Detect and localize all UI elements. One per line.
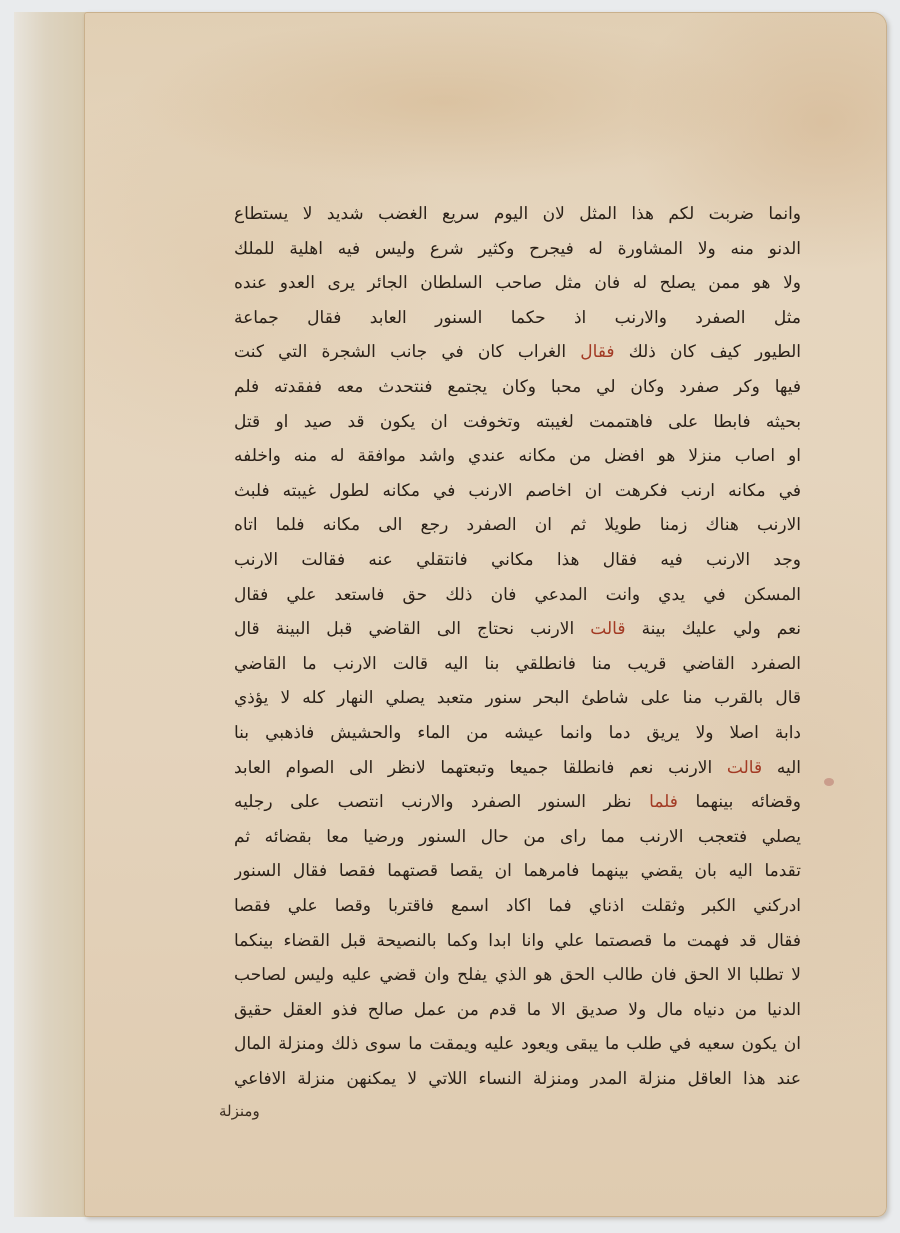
line-text: وانما ضربت لكم هذا المثل لان اليوم سريع الغضب شديد لا يستطاع [234, 204, 801, 224]
line-text: الغراب كان في جانب الشجرة التي كنت [234, 342, 581, 363]
text-line [234, 371, 801, 403]
ink-stain [824, 778, 834, 786]
text-line [234, 786, 801, 818]
text-line [234, 233, 801, 265]
line-text: وجد الارنب فيه فقال هذا مكاني فانتقلي عنه فقالت الارنب [234, 550, 801, 570]
line-text: مثل الصفرد والارنب اذ حكما السنور العابد فقال جماعة [234, 307, 801, 328]
line-text: الطيور كيف كان ذلك [614, 342, 801, 363]
line-text: قال بالقرب منا على شاطئ البحر سنور متعبد يصلي النهار كله لا يؤذي [234, 688, 801, 709]
text-line [234, 994, 801, 1026]
line-text: يصلي فتعجب الارنب مما راى من حال السنور ورضيا معا بقضائه ثم [234, 826, 801, 847]
line-text: الارنب نعم فانطلقا جميعا وتبعتهما لانظر الى الصوام العابد [234, 757, 727, 778]
text-line [234, 440, 801, 472]
text-line [234, 198, 801, 230]
line-text: تقدما اليه بان يقضي بينهما فامرهما ان يقصا قصتهما فقصا فقال السنور [234, 861, 801, 882]
text-line [234, 925, 801, 957]
line-text: الارنب هناك زمنا طويلا ثم ان الصفرد رجع الى مكانه فلما اتاه [234, 515, 801, 536]
text-line [234, 890, 801, 922]
line-text: في مكانه ارنب فكرهت ان اخاصم الارنب في مكانه لطول غيبته فلبث [234, 480, 801, 501]
line-text: الصفرد القاضي قريب منا فانطلقي بنا اليه قالت الارنب ما القاضي [234, 653, 801, 674]
line-text: فقال قد فهمت ما قصصتما علي وانا ابدا وكما بالنصيحة قبل القضاء بينكما [234, 930, 801, 951]
rubric-word: قالت [726, 757, 763, 778]
line-text: عند هذا العاقل منزلة المدر ومنزلة النساء اللاتي لا يمكنهن منزلة الافاعي [234, 1069, 801, 1089]
rubric-word: قالت [590, 619, 626, 640]
text-line [234, 1028, 801, 1060]
text-line [234, 579, 801, 611]
text-line [234, 302, 801, 334]
line-text: او اصاب منزلا هو افضل من مكانه عندي واشد موافقة له منه واخلفه [234, 446, 801, 467]
text-block [234, 198, 801, 1089]
line-text: الدنيا من دنياه مال ولا صديق الا ما قدم من عمل صالح فذو العقل حقيق [234, 999, 801, 1020]
line-text: الارنب نحتاج الى القاضي قبل البينة قال [234, 619, 591, 640]
text-line [234, 821, 801, 853]
text-line [234, 267, 801, 299]
binding-stub [14, 12, 95, 1217]
line-text: ولا هو ممن يصلح له فان مثل صاحب السلطان الجائر يرى العدو عنده [234, 273, 801, 294]
text-line [234, 682, 801, 714]
line-text: فيها وكر صفرد وكان لي محبا وكان يجتمع فنتحدث معه ففقدته فلم [234, 377, 801, 397]
text-line [234, 475, 801, 507]
text-line [234, 959, 801, 991]
text-line [234, 613, 801, 645]
catchword: ومنزلة [219, 1102, 260, 1120]
rubric-word: فقال [580, 342, 615, 363]
line-text: لا تطلبا الا الحق فان طالب الحق هو الذي يفلح وان قضي عليه وليس لصاحب [234, 965, 801, 986]
line-text: الدنو منه ولا المشاورة له فيجرح وكثير شرع وليس فيه اهلية للملك [234, 238, 801, 259]
rubric-word: فلما [649, 792, 678, 813]
line-text: اليه [762, 757, 801, 778]
text-line [234, 855, 801, 887]
line-text: نعم ولي عليك بينة [625, 619, 801, 640]
line-text: بحيثه فابطا على فاهتممت لغيبته وتخوفت ان يكون قد صيد او قتل [234, 411, 801, 432]
line-text: وقضائه بينهما [677, 792, 801, 813]
line-text: دابة اصلا ولا يريق دما وانما عيشه من الماء والحشيش فاذهبي بنا [234, 723, 801, 743]
text-line [234, 717, 801, 749]
line-text: نظر السنور الصفرد والارنب انتصب على رجليه [234, 792, 650, 813]
line-text: ادركني الكبر وثقلت اذناي فما اكاد اسمع فاقتربا وقصا علي فقصا [234, 896, 801, 916]
text-line [234, 509, 801, 541]
text-line [234, 752, 801, 784]
text-line [234, 336, 801, 368]
text-line [234, 406, 801, 438]
line-text: المسكن في يدي وانت المدعي فان ذلك حق فاستعد علي فقال [234, 584, 801, 605]
text-line [234, 648, 801, 680]
line-text: ان يكون سعيه في طلب ما يبقى ويعود عليه ويمقت ما سوى ذلك ومنزلة المال [234, 1034, 801, 1055]
text-line [234, 1063, 801, 1095]
text-line [234, 544, 801, 576]
manuscript-page [84, 12, 887, 1217]
